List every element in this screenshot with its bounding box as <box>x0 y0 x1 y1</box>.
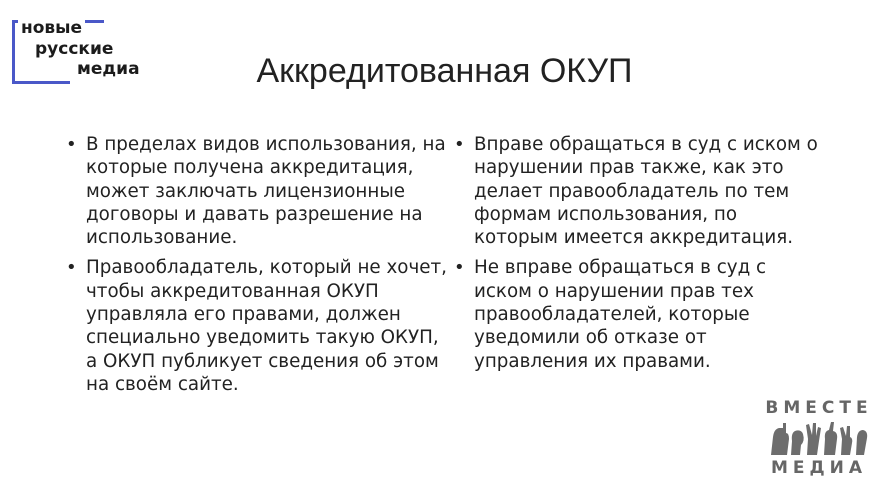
bullet-icon: • <box>66 257 77 279</box>
left-bullet-list <box>66 133 451 403</box>
bullet-icon: • <box>454 134 465 155</box>
bullet-icon: • <box>454 257 465 279</box>
logo-line-3: медиа <box>74 59 143 79</box>
slide-title: Аккредитованная ОКУП <box>256 52 633 90</box>
vmeste-media-logo <box>764 398 874 480</box>
logo-top-word: ВМЕСТЕ <box>765 398 873 418</box>
bullet-text: Вправе обращаться в суд с иском о нарушении прав также, как это делает правообладатель по тем формам использования, по которым имеется аккредитация. <box>474 134 818 249</box>
list-item <box>66 133 451 249</box>
logo-line-2: русские <box>32 39 116 59</box>
bullet-text: В пределах видов использования, на которые получена аккредитация, может заключать лицензионные договоры и давать разрешение на использование. <box>86 134 446 249</box>
list-item <box>454 133 824 249</box>
bullet-text: Правообладатель, который не хочет, чтобы аккредитованная ОКУП управляла его правами, должен специально уведомить такую ОКУП, а ОКУП публикует сведения об этом на своём сайте. <box>86 257 447 395</box>
logo-line-1: новые <box>18 18 85 38</box>
list-item <box>66 256 451 396</box>
logo-bottom-word: МЕДИА <box>770 458 868 478</box>
bullet-text: Не вправе обращаться в суд с иском о нарушении прав тех правообладателей, которые уведомили об отказе от управления их правами. <box>474 257 767 372</box>
list-item <box>454 256 824 372</box>
bullet-icon: • <box>66 134 77 155</box>
right-bullet-list <box>454 133 824 380</box>
hands-sign-language-icon <box>767 419 871 457</box>
